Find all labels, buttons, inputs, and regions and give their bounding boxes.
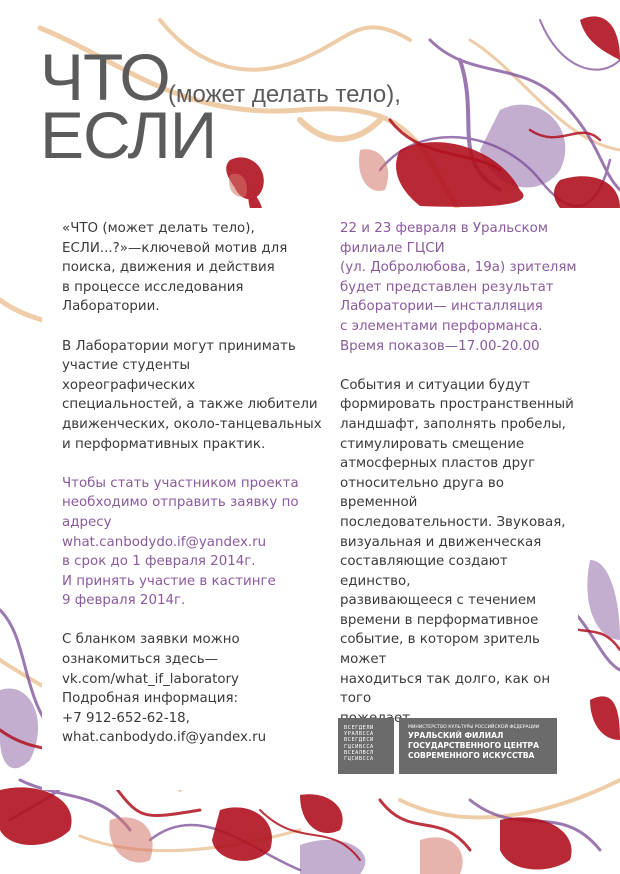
description-line: времени в перформативное: [340, 612, 539, 628]
contact-email-link[interactable]: what.canbodydo.if@yandex.ru: [62, 730, 267, 746]
ncca-logo: [399, 718, 557, 774]
participants-line: В Лаборатории могут принимать: [62, 338, 296, 354]
application-line: 9 февраля 2014г.: [62, 593, 186, 609]
contact-line: Подробная информация:: [62, 691, 239, 707]
participants-line: хореографических: [62, 377, 196, 393]
event-line: филиале ГЦСИ: [340, 240, 445, 256]
description-line: визуальная и движенческая: [340, 534, 542, 550]
title-subtitle: (может делать тело),: [168, 81, 401, 108]
description-line: относительно друга во временной: [340, 475, 504, 511]
description-line: составляющие создают единство,: [340, 554, 508, 589]
intro-line: поиска, движения и действия: [62, 260, 275, 276]
event-line: Время показов—17.00-20.00: [340, 338, 540, 354]
event-line: (ул. Добролюбова, 19а) зрителям: [340, 260, 577, 276]
description-line: стимулировать смещение: [340, 436, 525, 452]
phone-number[interactable]: +7 912-652-62-18,: [62, 710, 190, 726]
ministry-text: МИНИСТЕРСТВО КУЛЬТУРЫ РОССИЙСКОЙ ФЕДЕРАЦИИ: [408, 725, 540, 730]
description-line: развивающееся с течением: [340, 593, 537, 609]
institution-line: УРАЛЬСКИЙ ФИЛИАЛ: [408, 731, 504, 740]
participants-line: и перформативных практик.: [62, 436, 266, 452]
event-line: будет представлен результат: [340, 279, 554, 295]
lab-logo: ВСЕГДЕЛИ УРАЛВССА ВСЕГДЕСИ ГЦСИВССА ВСЕАЛВСЛ ГЦСИВССА: [338, 718, 394, 774]
contact-line: С бланком заявки можно: [62, 632, 240, 648]
event-line: 22 и 23 февраля в Уральском: [340, 221, 548, 236]
description-line: последовательности. Звуковая,: [340, 514, 566, 530]
contact-line: ознакомиться здесь—: [62, 652, 218, 668]
description-line: формировать пространственный: [340, 397, 574, 413]
application-line: И принять участие в кастинге: [62, 573, 276, 589]
event-line: с элементами перформанса.: [340, 318, 543, 334]
institution-line: СОВРЕМЕННОГО ИСКУССТВА: [408, 751, 535, 760]
event-line: Лаборатории— инсталляция: [340, 299, 543, 315]
institution-line: ГОСУДАРСТВЕННОГО ЦЕНТРА: [408, 741, 539, 750]
application-line: в срок до 1 февраля 2014г.: [62, 554, 256, 570]
participants-line: движенческих, около-танцевальных: [62, 416, 322, 432]
description-line: атмосферных пластов друг: [340, 456, 536, 472]
application-line: необходимо отправить заявку по: [62, 495, 299, 511]
title-line2: ЕСЛИ: [40, 98, 217, 172]
application-email-link[interactable]: what.canbodydo.if@yandex.ru: [62, 534, 267, 550]
intro-line: в процессе исследования: [62, 279, 244, 295]
vk-link[interactable]: vk.com/what_if_laboratory: [62, 671, 239, 687]
description-line: События и ситуации будут: [340, 377, 531, 393]
description-line: ландшафт, заполнять пробелы,: [340, 416, 566, 432]
description-line: событие, в котором зритель может: [340, 632, 540, 668]
application-line: адресу: [62, 514, 112, 530]
left-column: [62, 219, 324, 748]
participants-line: специальностей, а также любители: [62, 397, 318, 413]
intro-line: ЕСЛИ...?»—ключевой мотив для: [62, 240, 288, 256]
application-line: Чтобы стать участником проекта: [62, 475, 299, 491]
participants-line: участие студенты: [62, 358, 191, 374]
title-line1: ЧТО: [40, 40, 170, 114]
right-column: [340, 219, 580, 728]
description-line: находиться так долго, как он того: [340, 671, 551, 707]
intro-line: «ЧТО (может делать тело),: [62, 221, 255, 236]
intro-line: Лаборатории.: [62, 299, 160, 315]
